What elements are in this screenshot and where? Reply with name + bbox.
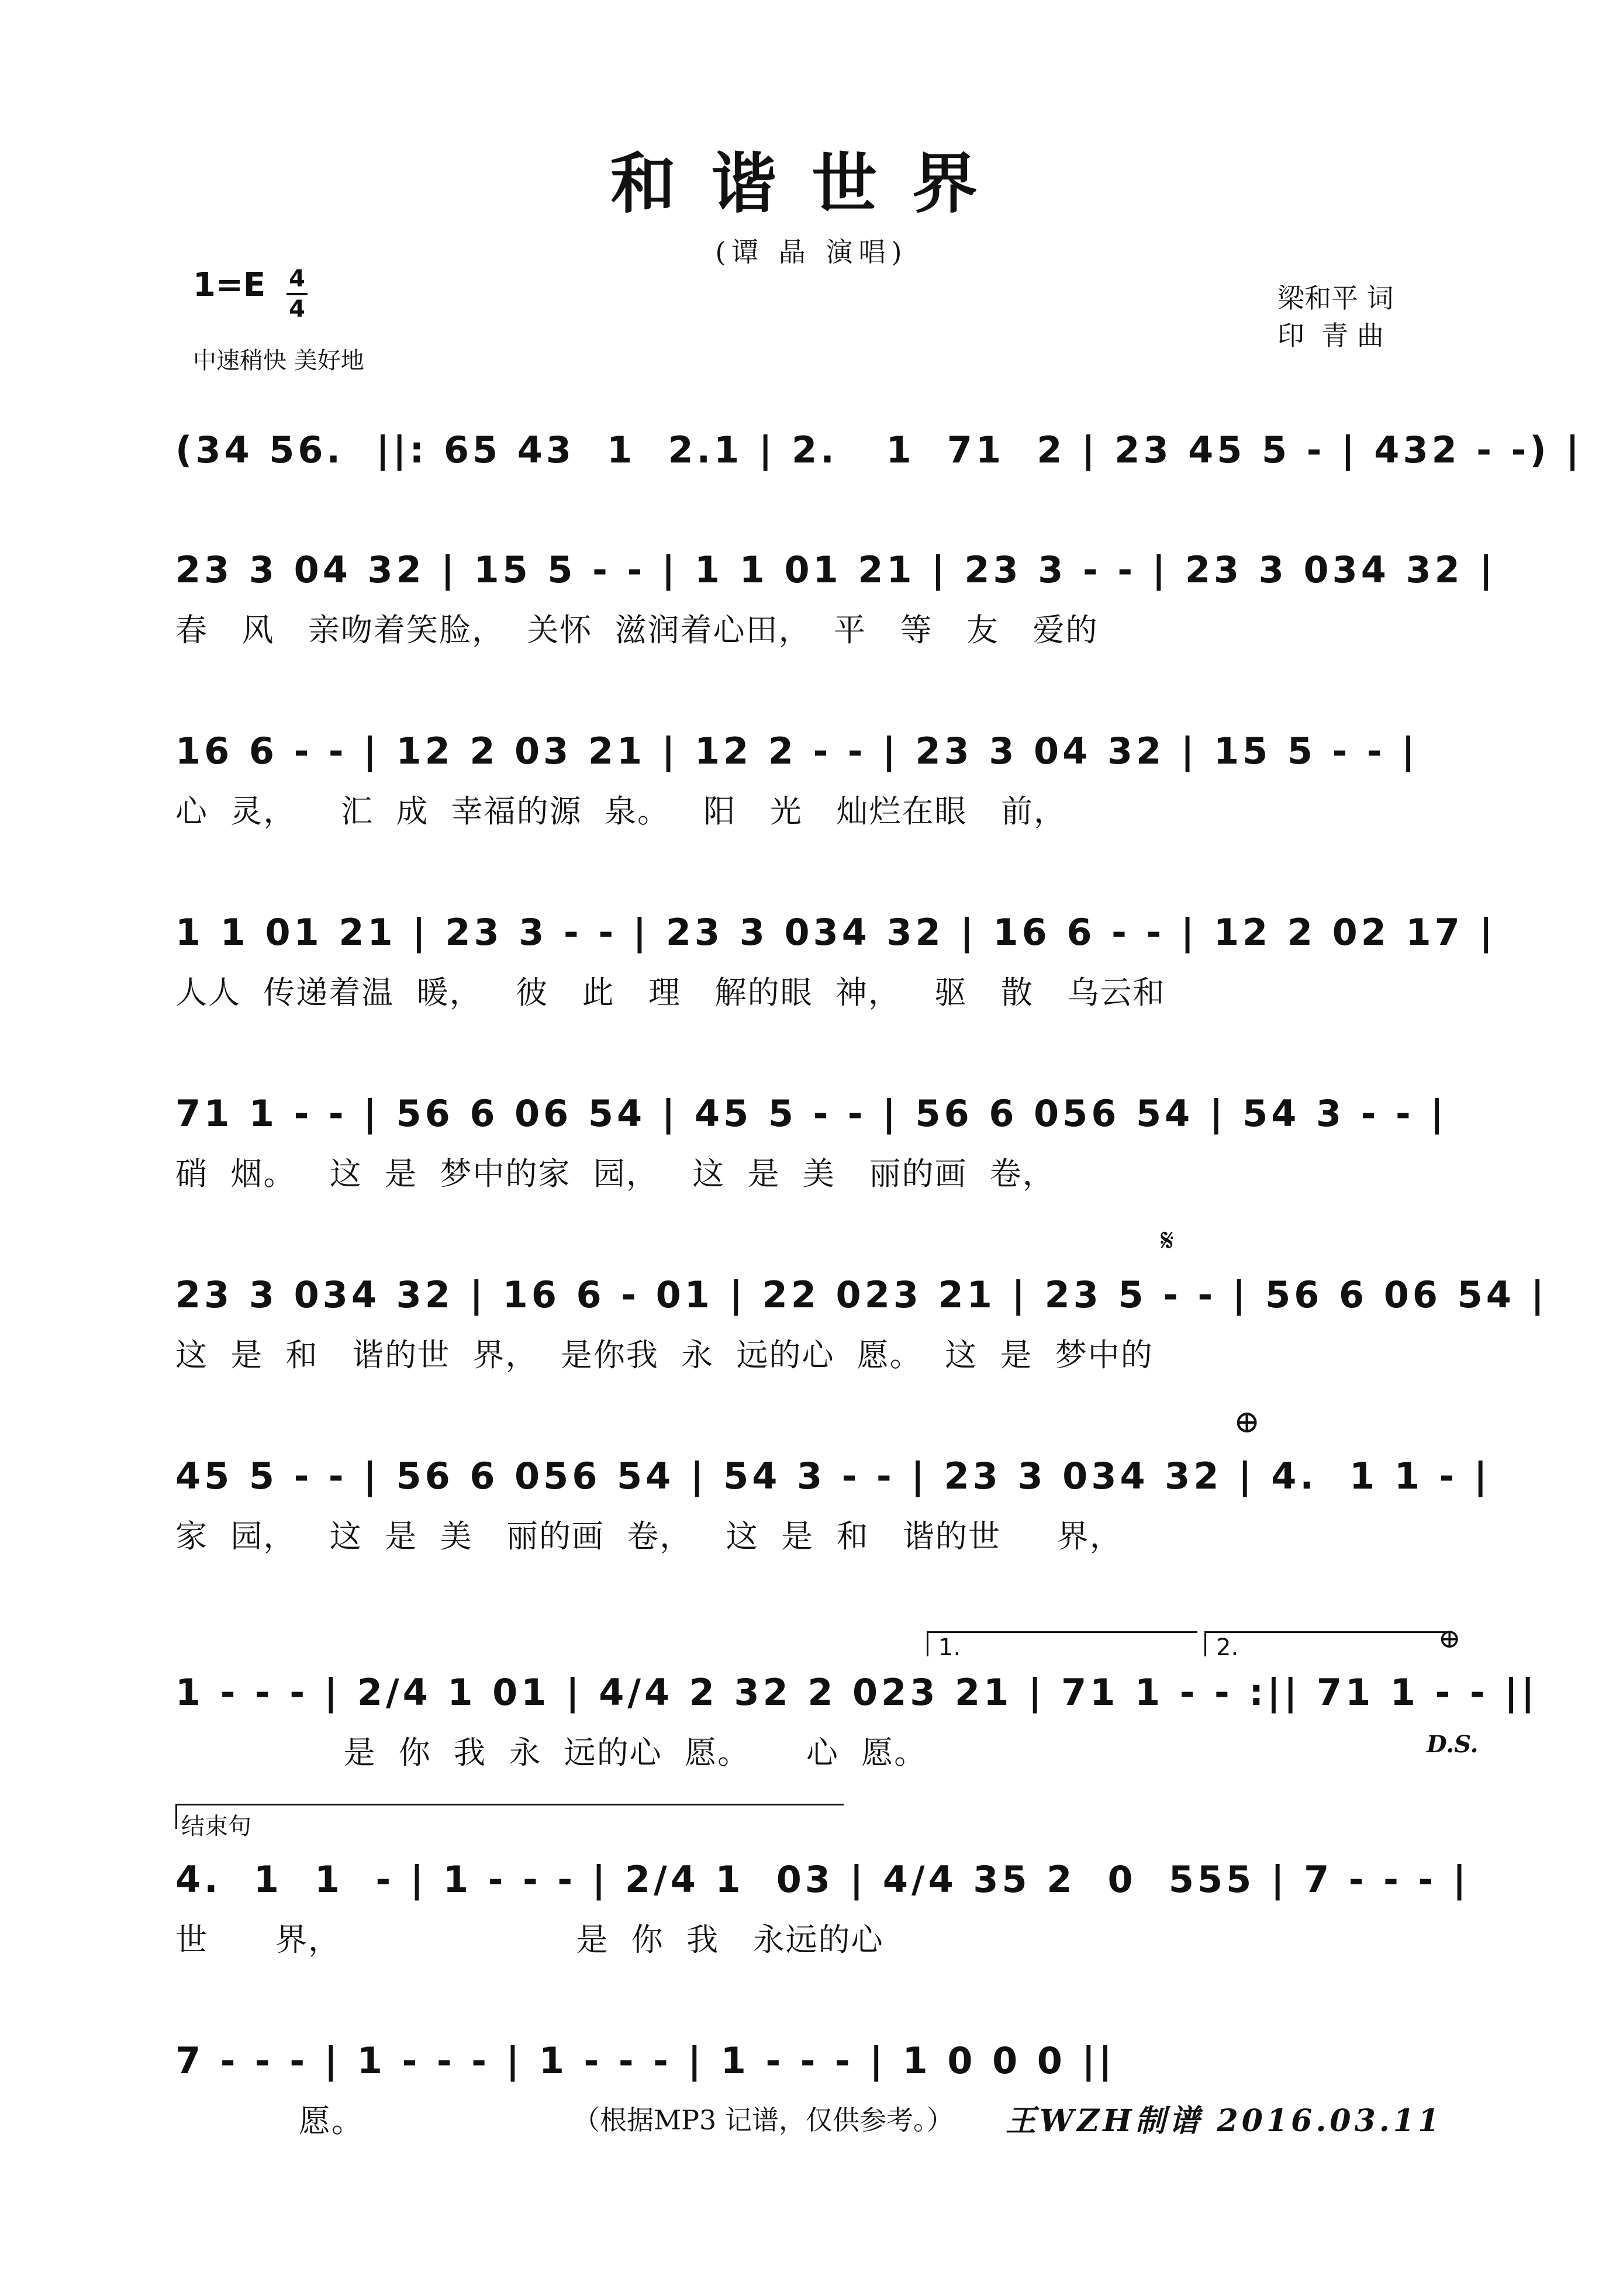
notation-line: 23 3 04 32 | 15 5 - - | 1 1 01 21 | 23 3 - - | 23 3 034 32 | [175,548,1496,591]
notation-line: 1 1 01 21 | 23 3 - - | 23 3 034 32 | 16 6 - - | 12 2 02 17 | [175,911,1496,954]
ending-section-bracket [175,1804,844,1829]
lyrics-line: 是 你 我 永 远的心 愿。 心 愿。 [175,1734,927,1771]
transcriber-credit: 王WZH制谱 2016.03.11 [1006,2103,1443,2139]
notation-line: 4. 1 1 - | 1 - - - | 2/4 1 03 | 4/4 35 2 0 555 | 7 - - - | [175,1858,1470,1901]
composer: 印 青 曲 [1277,320,1384,351]
notation-line: 45 5 - - | 56 6 056 54 | 54 3 - - | 23 3 034 32 | 4. 1 1 - | [175,1455,1491,1497]
second-ending-bracket [1204,1631,1452,1656]
tempo-marking: 中速稍快 美好地 [193,347,364,374]
lyrics-line: 这 是 和 谐的世 界， 是你我 永 远的心 愿。 这 是 梦中的 [175,1337,1154,1373]
lyrics-line: 心 灵， 汇 成 幸福的源 泉。 阳 光 灿烂在眼 前， [175,793,1066,830]
time-signature-bottom: 4 [289,296,305,323]
ending-section-label: 结束句 [181,1813,251,1840]
notation-line: (34 56. ||: 65 43 1 2.1 | 2. 1 71 2 | 23 45 5 - | 432 - -) | [175,429,1583,471]
time-signature [286,266,308,322]
credits [1277,279,1394,354]
singer-credit: (谭 晶 演唱) [715,236,908,268]
notation-line: 16 6 - - | 12 2 03 21 | 12 2 - - | 23 3 04 32 | 15 5 - - | [175,730,1418,772]
lyrics-line: 硝 烟。 这 是 梦中的家 园， 这 是 美 丽的画 卷， [175,1155,1055,1192]
first-ending-bracket [927,1631,1197,1656]
segno-sign: 𝄋 [1161,1222,1175,1259]
dal-segno-mark: D.S. [1427,1731,1479,1758]
lyricist: 梁和平 词 [1277,282,1394,314]
time-signature-divider [286,293,308,295]
lyrics-line: 家 园， 这 是 美 丽的画 卷， 这 是 和 谐的世 界， [175,1518,1123,1555]
second-ending-label: 2. [1216,1634,1239,1661]
lyrics-line: 愿。 [175,2102,364,2139]
notation-line: 71 1 - - | 56 6 06 54 | 45 5 - - | 56 6 056 54 | 54 3 - - | [175,1092,1448,1135]
time-signature-top: 4 [289,265,305,292]
notation-line: 7 - - - | 1 - - - | 1 - - - | 1 - - - | 1 0 0 0 || [175,2039,1116,2082]
lyrics-line: 春 风 亲吻着笑脸， 关怀 滋润着心田， 平 等 友 爱的 [175,612,1099,648]
lyrics-line: 世 界， 是 你 我 永远的心 [175,1921,884,1958]
song-title: 和谐世界 [610,146,1013,222]
first-ending-label: 1. [938,1634,961,1661]
notation-line: 23 3 034 32 | 16 6 - 01 | 22 023 21 | 23 5 - - | 56 6 06 54 | [175,1273,1548,1316]
coda-sign-2: ⊕ [1438,1622,1461,1654]
notation-line: 1 - - - | 2/4 1 01 | 4/4 2 32 2 023 21 | 71 1 - - :|| 71 1 - - || [175,1671,1538,1714]
key-signature: 1=E [193,266,266,304]
transcription-note: （根据MP3 记谱，仅供参考。） [573,2104,954,2136]
lyrics-line: 人人 传递着温 暖， 彼 此 理 解的眼 神， 驱 散 乌云和 [175,974,1166,1011]
coda-sign: ⊕ [1234,1403,1261,1440]
